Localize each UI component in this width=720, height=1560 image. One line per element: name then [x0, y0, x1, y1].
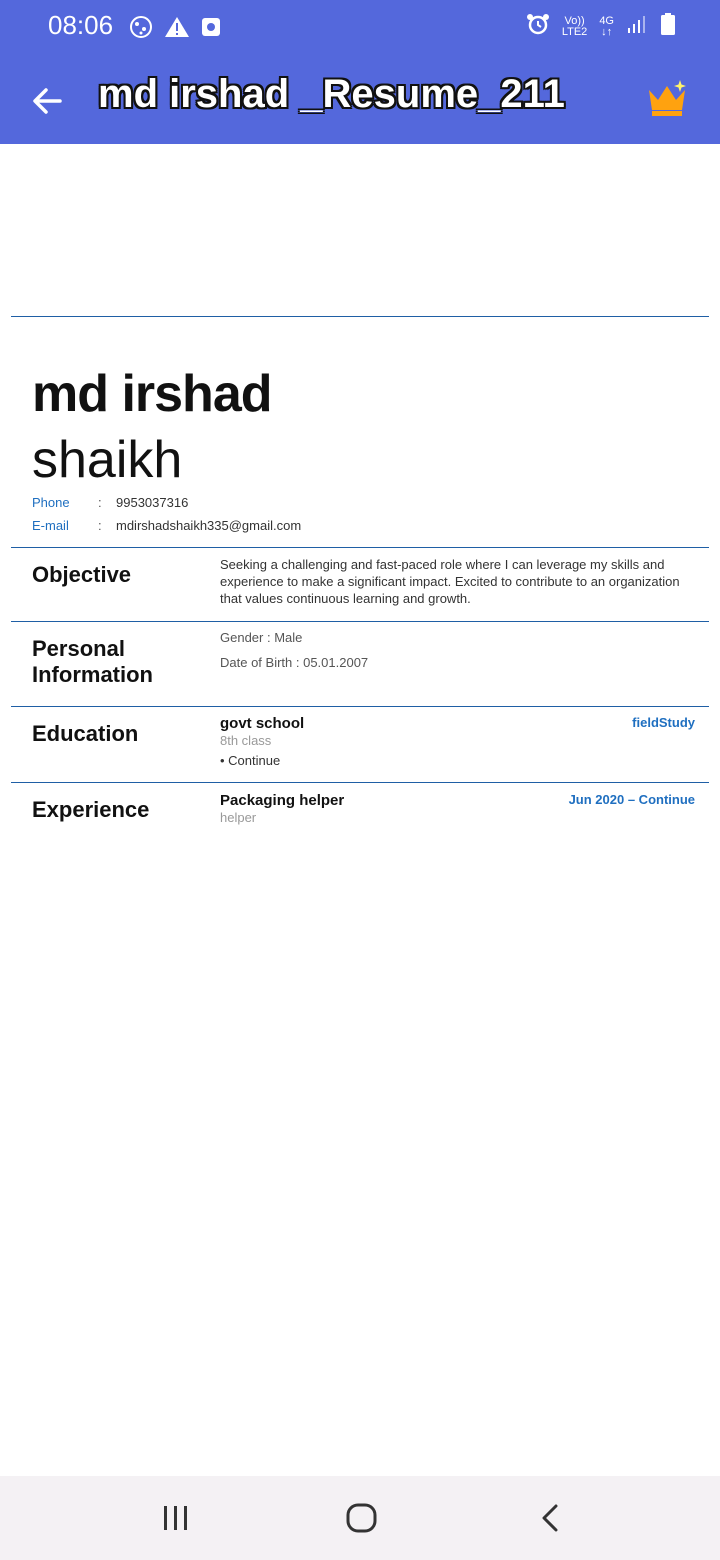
- email-row: [32, 518, 301, 533]
- personal-heading-line2: Information: [32, 662, 153, 687]
- gender-text: Gender : Male: [220, 630, 303, 645]
- home-icon[interactable]: [345, 1502, 379, 1539]
- education-field: fieldStudy: [632, 715, 695, 730]
- alarm-icon: [526, 12, 550, 41]
- objective-text: [220, 556, 680, 607]
- objective-heading: Objective: [32, 562, 132, 587]
- objective-line: Seeking a challenging and fast-paced role where I can leverage my skills and: [220, 557, 665, 572]
- phone-separator: :: [98, 495, 102, 510]
- divider-experience: [11, 782, 709, 783]
- personal-heading: [32, 636, 153, 688]
- volte-bottom: LTE2: [561, 25, 588, 38]
- experience-dates: Jun 2020 – Continue: [568, 792, 695, 807]
- status-bar: [0, 0, 720, 56]
- email-label: E-mail: [32, 518, 69, 533]
- volte-top: Vo)): [564, 14, 585, 27]
- status-time: 08:06: [48, 10, 114, 40]
- document-title: md irshad _Resume_211: [98, 72, 565, 116]
- experience-heading: Experience: [32, 797, 150, 822]
- warning-icon: [164, 15, 190, 44]
- education-school: govt school: [220, 715, 305, 732]
- premium-crown-icon[interactable]: [646, 78, 688, 123]
- divider-education: [11, 706, 709, 707]
- system-nav-bar: [0, 1476, 720, 1560]
- email-separator: :: [98, 518, 102, 533]
- experience-subtitle: helper: [220, 810, 257, 825]
- divider-objective: [11, 547, 709, 548]
- divider-personal: [11, 621, 709, 622]
- objective-line: experience to make a significant impact. Excited to contribute to an organization: [220, 574, 680, 589]
- nav-back-icon[interactable]: [536, 1502, 564, 1539]
- resume-first-name: md irshad: [32, 365, 272, 423]
- resume-last-name: shaikh: [32, 431, 183, 489]
- top-divider: [11, 316, 709, 317]
- notification-box-icon: [200, 16, 222, 43]
- data-top: 4G: [599, 14, 614, 27]
- signal-icon: [626, 13, 648, 40]
- education-status: • Continue: [220, 753, 281, 768]
- phone-label: Phone: [32, 495, 70, 510]
- phone-row: [32, 495, 188, 510]
- recent-apps-icon[interactable]: [160, 1502, 192, 1539]
- battery-icon: [660, 12, 676, 41]
- education-class: 8th class: [220, 733, 272, 748]
- volte-indicator: [562, 16, 587, 38]
- game-icon: [128, 14, 154, 45]
- dob-text: Date of Birth : 05.01.2007: [220, 655, 369, 670]
- data-indicator: [599, 16, 614, 38]
- education-heading: Education: [32, 721, 139, 746]
- phone-value: 9953037316: [116, 495, 189, 510]
- experience-role: Packaging helper: [220, 792, 345, 809]
- back-arrow-icon[interactable]: [30, 84, 64, 123]
- objective-line: that values continuous learning and growth.: [220, 591, 471, 606]
- personal-heading-line1: Personal: [32, 636, 125, 661]
- app-bar: [0, 56, 720, 144]
- data-bottom: ↓↑: [601, 25, 613, 38]
- email-value: mdirshadshaikh335@gmail.com: [116, 518, 302, 533]
